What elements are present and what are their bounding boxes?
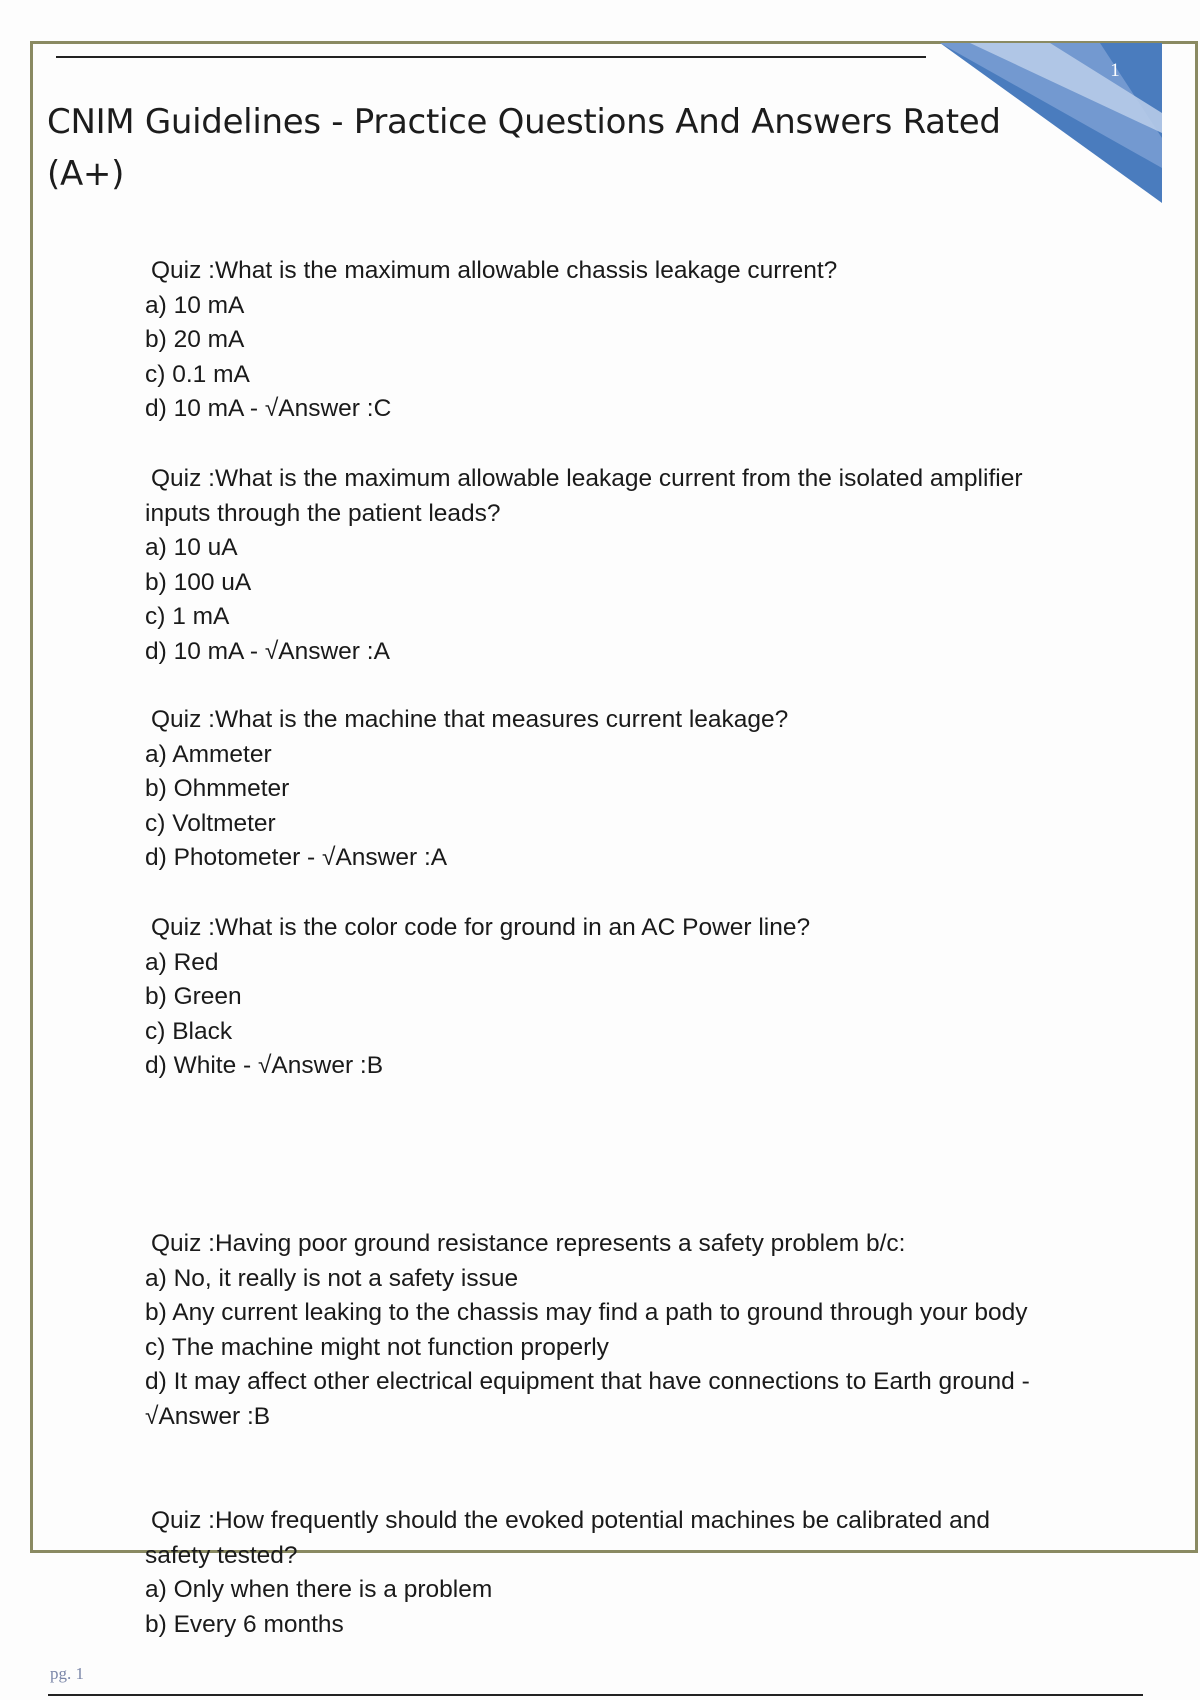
- quiz-option: b) Green: [145, 983, 242, 1010]
- quiz-option: b) 100 uA: [145, 568, 252, 596]
- quiz-answer-option: d) Photometer - √Answer :A: [145, 844, 448, 871]
- footer-rule: [48, 1694, 1143, 1696]
- quiz-option: c) The machine might not function properly: [145, 1333, 609, 1361]
- quiz-option: a) Ammeter: [145, 740, 272, 768]
- page-number: 1: [1110, 60, 1120, 81]
- quiz-option: a) 10 mA: [145, 291, 245, 319]
- quiz-option: c) 0.1 mA: [145, 360, 250, 388]
- quiz-question: Quiz :Having poor ground resistance represents a safety problem b/c:: [151, 1230, 906, 1257]
- quiz-option: c) 1 mA: [145, 603, 230, 630]
- quiz-question: Quiz :What is the maximum allowable chassis leakage current?: [151, 257, 838, 284]
- quiz-option: b) Any current leaking to the chassis may find a path to ground through your body: [145, 1299, 1028, 1326]
- quiz-question: Quiz :What is the machine that measures current leakage?: [151, 706, 789, 733]
- header-rule: [56, 56, 926, 58]
- quiz-question: Quiz :What is the maximum allowable leakage current from the isolated amplifier inputs through the patient leads?: [145, 465, 1023, 527]
- quiz-option: b) Ohmmeter: [145, 775, 290, 802]
- quiz-option: a) Red: [145, 948, 219, 976]
- quiz-answer-option: d) It may affect other electrical equipment that have connections to Earth ground - √Answer :B: [145, 1368, 1030, 1430]
- quiz-answer-option: d) White - √Answer :B: [145, 1052, 384, 1079]
- quiz-question: Quiz :What is the color code for ground in an AC Power line?: [151, 914, 811, 941]
- quiz-option: c) Voltmeter: [145, 809, 276, 837]
- document-title: CNIM Guidelines - Practice Questions And Answers Rated (A+): [47, 102, 1001, 194]
- quiz-option: a) No, it really is not a safety issue: [145, 1264, 519, 1292]
- quiz-option: b) 20 mA: [145, 326, 245, 353]
- quiz-item: [145, 462, 1045, 669]
- quiz-option: a) Only when there is a problem: [145, 1576, 493, 1603]
- quiz-item: [145, 1504, 1045, 1642]
- quiz-answer-option: d) 10 mA - √Answer :C: [145, 395, 392, 422]
- quiz-answer-option: d) 10 mA - √Answer :A: [145, 637, 390, 665]
- quiz-option: b) Every 6 months: [145, 1610, 344, 1638]
- quiz-item: [145, 911, 1045, 1084]
- quiz-question: Quiz :How frequently should the evoked potential machines be calibrated and safety tested?: [145, 1507, 990, 1569]
- quiz-item: [145, 703, 1045, 876]
- footer-page-label: pg. 1: [50, 1664, 84, 1683]
- quiz-item: [145, 254, 1045, 427]
- quiz-option: a) 10 uA: [145, 534, 238, 561]
- quiz-option: c) Black: [145, 1017, 233, 1045]
- quiz-item: [145, 1227, 1045, 1434]
